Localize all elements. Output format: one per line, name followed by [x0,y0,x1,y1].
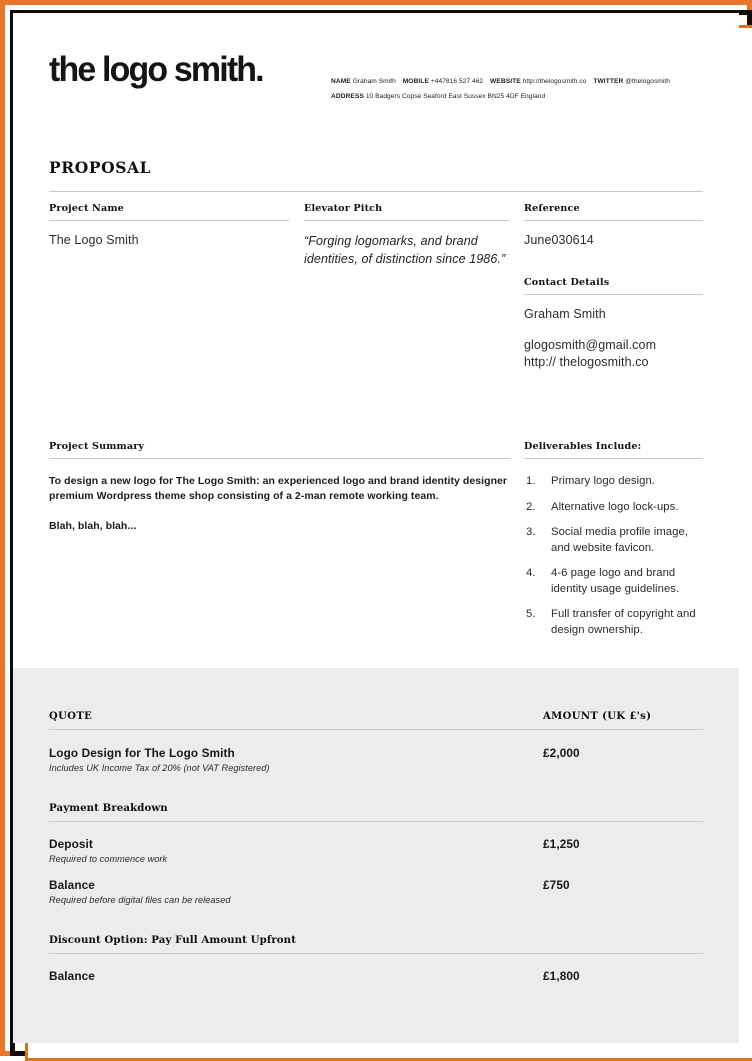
field-value-elevator-pitch: “Forging logomarks, and brand identities, of distinction since 1986.” [304,234,506,266]
discount-row-balance [49,969,519,983]
list-item [524,607,703,638]
page-title: PROPOSAL [49,158,152,177]
breakdown-amount: £1,250 [543,837,580,851]
list-item [524,474,703,490]
field-divider-contact-details [524,294,703,295]
field-label-project-summary: Project Summary [49,441,145,452]
summary-paragraph-2: Blah, blah, blah... [49,520,137,532]
list-item-text: 4-6 page logo and brand identity usage guidelines. [551,567,680,595]
logo-wordmark: the logo smith. [49,50,263,89]
list-item-text: Primary logo design. [551,475,655,487]
field-divider-project-name [49,220,289,221]
breakdown-subtitle: Required before digital files can be released [49,895,231,905]
contact-email[interactable]: glogosmith@gmail.com [524,338,657,352]
contact-label-name: NAME [331,78,351,85]
payment-breakdown-divider [49,821,703,822]
field-label-deliverables: Deliverables Include: [524,441,642,452]
column-elevator-pitch [304,203,509,268]
table-row [49,837,703,864]
contact-value-website[interactable]: http://thelogosmith.co [522,78,587,85]
discount-title: Balance [49,969,95,983]
contact-line-primary [331,75,721,90]
quote-section [49,711,703,983]
list-item-number: 4. [526,567,536,579]
quote-main-item [49,746,519,773]
breakdown-row-deposit [49,837,519,864]
contact-label-twitter: TWITTER [593,78,624,85]
contact-value-mobile: +447816 527 462 [430,78,484,85]
quote-subsection-payment-breakdown: Payment Breakdown [49,802,168,814]
breakdown-title: Deposit [49,837,93,851]
contact-label-address: ADDRESS [331,92,364,100]
table-row [49,878,703,905]
proposal-document-page [13,13,739,1043]
summary-paragraph-1: To design a new logo for The Logo Smith: an experienced logo and brand identity designer premium Wordpress theme shop consisting of a 2-man remote working team. [49,475,508,502]
list-item [524,566,703,597]
contact-value-name: Graham Smith [352,78,396,85]
breakdown-title: Balance [49,878,95,892]
section-deliverables [524,441,703,654]
column-project-name [49,203,289,249]
field-value-reference: June030614 [524,233,594,247]
contact-website[interactable]: http:// thelogosmith.co [524,355,649,369]
breakdown-row-balance [49,878,519,905]
list-item-text: Social media profile image, and website favicon. [551,526,688,554]
masthead-contact-strip [331,75,721,104]
breakdown-subtitle: Required to commence work [49,854,168,864]
field-label-reference: Reference [524,203,580,214]
list-item [524,500,703,516]
quote-item-title: Logo Design for The Logo Smith [49,746,235,760]
discount-option-divider [49,953,703,954]
list-item-number: 5. [526,608,536,620]
field-label-project-name: Project Name [49,203,124,214]
contact-details-block [524,277,703,371]
field-label-elevator-pitch: Elevator Pitch [304,203,383,214]
discount-amount: £1,800 [543,969,580,983]
column-reference-and-contact [524,203,703,371]
quote-subsection-discount-option: Discount Option: Pay Full Amount Upfront [49,934,296,946]
section-project-summary [49,441,511,534]
breakdown-amount: £750 [543,878,570,892]
field-label-contact-details: Contact Details [524,277,610,288]
list-item-number: 3. [526,526,536,538]
masthead [13,13,739,133]
field-divider-project-summary [49,458,511,459]
quote-table-header [49,711,703,722]
list-item-text: Alternative logo lock-ups. [551,500,679,513]
contact-label-website: WEBSITE [490,78,521,85]
quote-header-divider [49,729,703,730]
field-divider-reference [524,220,703,221]
table-row [49,969,703,983]
table-row [49,746,703,773]
contact-links [524,337,703,371]
field-value-project-name: The Logo Smith [49,233,139,247]
title-divider [49,191,703,192]
list-item-text: Full transfer of copyright and design ownership. [551,608,696,636]
quote-header-label: QUOTE [49,711,93,722]
list-item [524,525,703,556]
contact-value-twitter[interactable]: @thelogosmith [625,78,670,85]
project-summary-body [49,474,511,534]
field-divider-elevator-pitch [304,220,509,221]
contact-label-mobile: MOBILE [402,78,429,85]
list-item-number: 2. [526,500,536,513]
deliverables-list [524,474,703,638]
field-divider-deliverables [524,458,703,459]
contact-value-address: 10 Badgers Copse Seaford East Sussex BN25 4DF England [365,92,546,100]
contact-person-name: Graham Smith [524,307,606,321]
quote-item-amount: £2,000 [543,746,580,760]
quote-item-subtitle: Includes UK Income Tax of 20% (not VAT Registered) [49,763,270,773]
contact-line-address [331,90,721,105]
list-item-number: 1. [526,475,536,487]
quote-header-amount: AMOUNT (UK £'s) [543,711,652,722]
